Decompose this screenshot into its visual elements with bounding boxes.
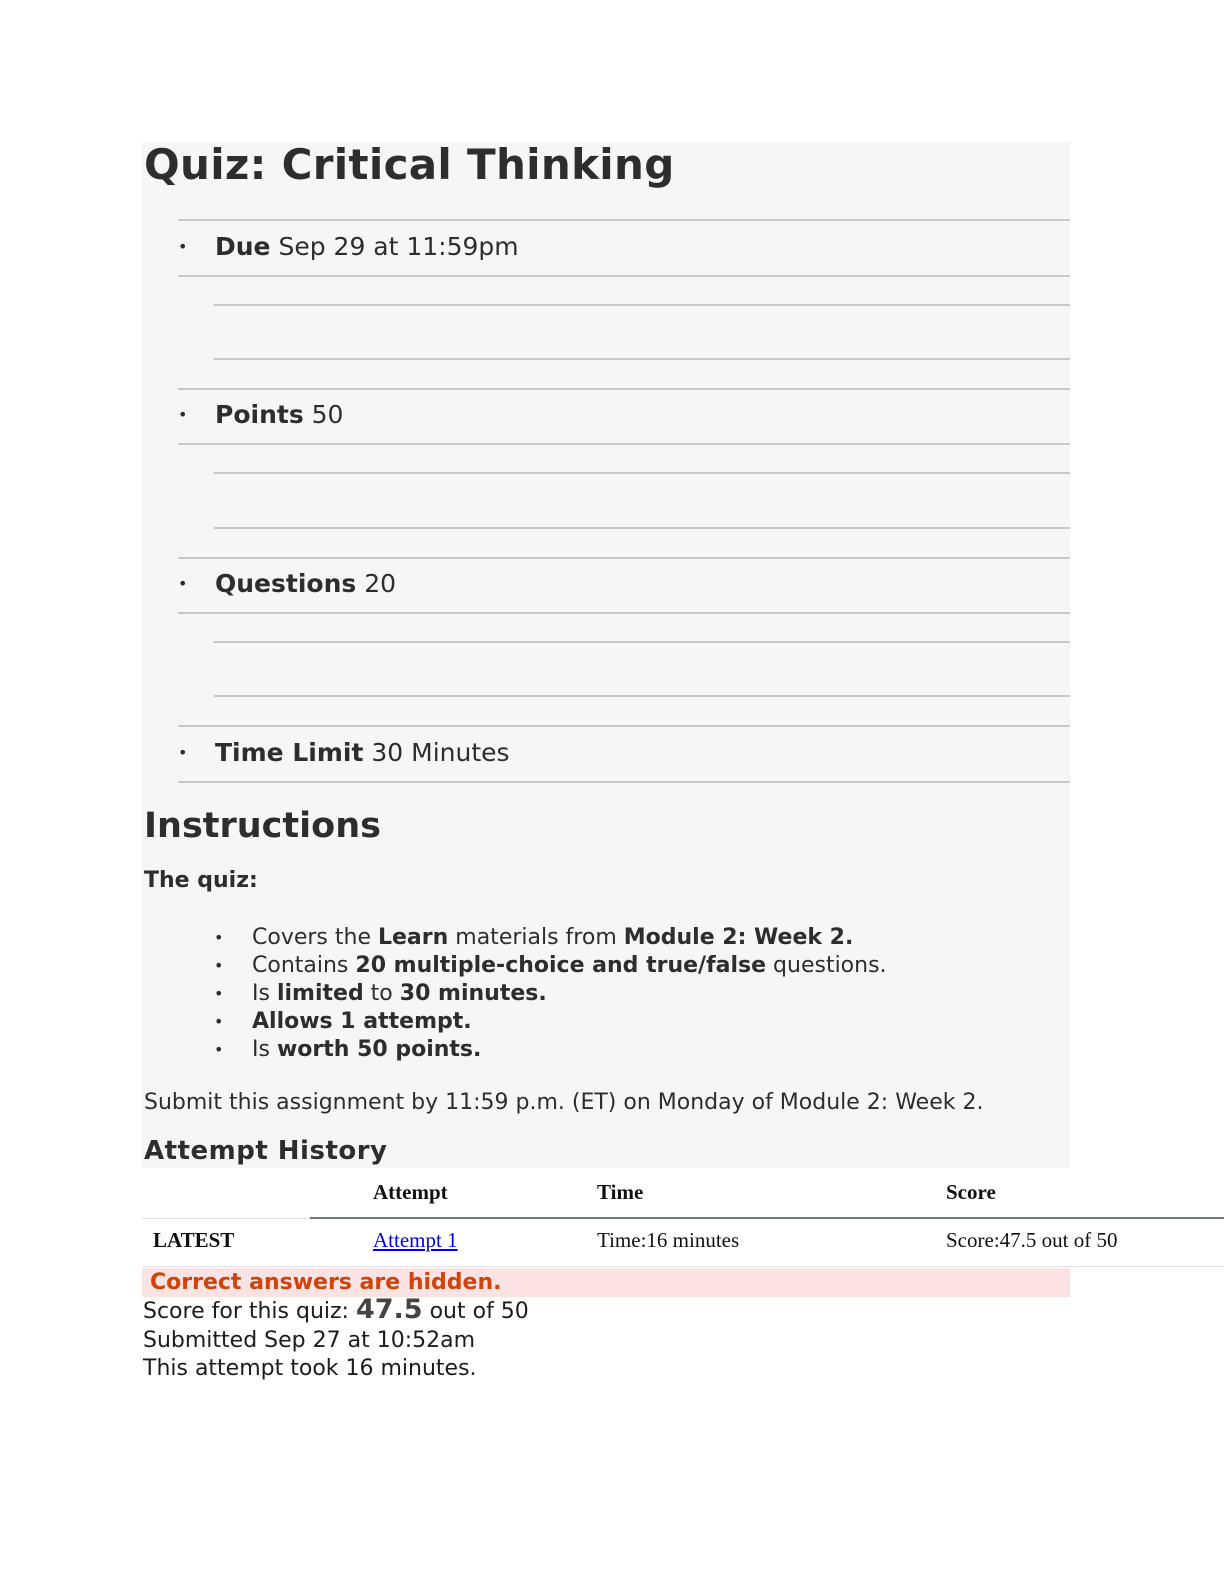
attempt-cell [373, 1228, 458, 1253]
list-item: • Is limited to 30 minutes. [214, 980, 887, 1008]
divider [178, 725, 1070, 727]
score-suffix: out of 50 [422, 1299, 529, 1324]
divider [178, 612, 1070, 614]
quiz-title: Quiz: Critical Thinking [144, 140, 675, 189]
submit-deadline: Submit this assignment by 11:59 p.m. (ET) on Monday of Module 2: Week 2. [144, 1090, 984, 1115]
bullet-icon: • [178, 405, 188, 424]
attempt-1-link[interactable]: Attempt 1 [373, 1228, 458, 1252]
divider [178, 781, 1070, 783]
meta-label: Points [215, 400, 304, 429]
divider [214, 472, 1070, 474]
attempt-duration: This attempt took 16 minutes. [143, 1356, 477, 1381]
table-row-divider [142, 1266, 1224, 1267]
table-header-rule [310, 1217, 1224, 1219]
list-item: • Is worth 50 points. [214, 1036, 887, 1064]
bullet-icon: • [178, 574, 188, 593]
column-header-attempt: Attempt [373, 1180, 448, 1204]
instructions-lead: The quiz: [144, 868, 258, 893]
divider [214, 695, 1070, 697]
table-divider [142, 1218, 310, 1219]
list-item: • Contains 20 multiple-choice and true/false questions. [214, 952, 887, 980]
score-value: 47.5 [355, 1294, 423, 1325]
meta-value: 50 [311, 400, 344, 429]
attempt-history-heading: Attempt History [144, 1136, 388, 1166]
divider [214, 304, 1070, 306]
divider [214, 641, 1070, 643]
divider [178, 275, 1070, 277]
quiz-score-line [143, 1294, 529, 1325]
meta-label: Questions [215, 569, 357, 598]
divider [214, 527, 1070, 529]
list-item: • Covers the Learn materials from Module 2: Week 2. [214, 924, 887, 952]
instructions-list [214, 924, 887, 1064]
time-cell: Time:16 minutes [597, 1228, 740, 1252]
list-item: • Allows 1 attempt. [214, 1008, 887, 1036]
meta-value: 30 Minutes [371, 738, 510, 767]
score-cell: Score:47.5 out of 50 [946, 1228, 1118, 1252]
divider [178, 443, 1070, 445]
divider [214, 358, 1070, 360]
divider [178, 557, 1070, 559]
column-header-score: Score [946, 1180, 996, 1204]
bullet-icon: • [178, 237, 188, 256]
divider [178, 219, 1070, 221]
column-header-time: Time [597, 1180, 644, 1204]
meta-value: Sep 29 at 11:59pm [278, 232, 519, 261]
score-label: Score for this quiz: [143, 1299, 356, 1324]
meta-label: Time Limit [215, 738, 364, 767]
latest-tag: LATEST [153, 1228, 235, 1252]
divider [178, 388, 1070, 390]
bullet-icon: • [178, 743, 188, 762]
instructions-heading: Instructions [144, 806, 381, 846]
meta-value: 20 [364, 569, 397, 598]
answers-hidden-alert: Correct answers are hidden. [142, 1268, 1070, 1297]
meta-label: Due [215, 232, 271, 261]
submitted-date: Submitted Sep 27 at 10:52am [143, 1328, 476, 1353]
